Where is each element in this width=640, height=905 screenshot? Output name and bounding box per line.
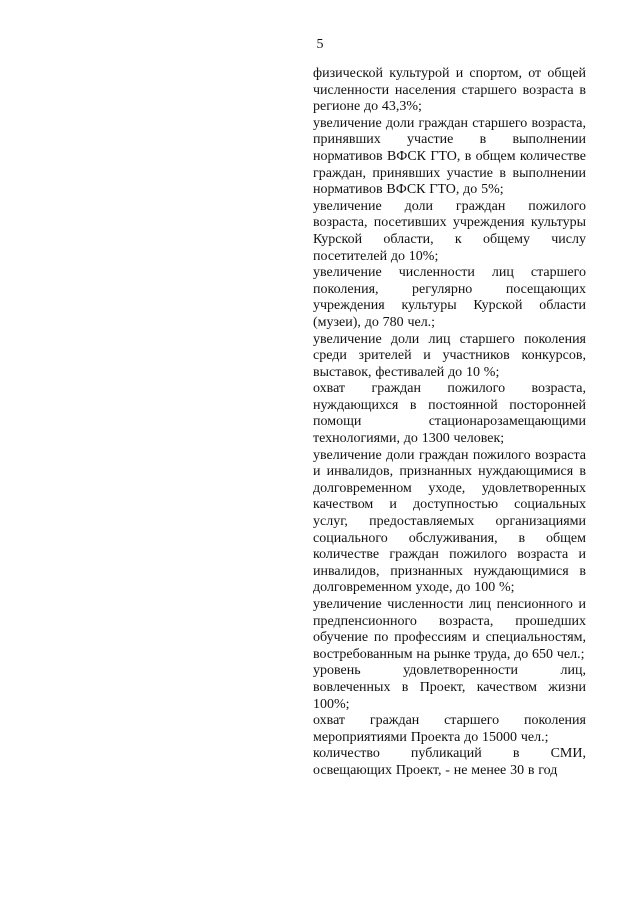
text-paragraph: охват граждан пожилого возраста, нуждающихся в постоянной посторонней помощи стационарозамещающими технологиями, до 1300 человек; [313, 381, 586, 447]
text-column [313, 66, 586, 780]
text-paragraph: увеличение доли граждан пожилого возраста и инвалидов, признанных нуждающимися в долговременном уходе, удовлетворенных качеством и доступностью социальных услуг, предоставляемых организациями социального обслуживания, в общем количестве граждан пожилого возраста и инвалидов, признанных нуждающимися в долговременном уходе, до 100 %; [313, 447, 586, 596]
text-paragraph: увеличение численности лиц пенсионного и предпенсионного возраста, прошедших обучение по профессиям и специальностям, востребованным на рынке труда, до 650 чел.; [313, 597, 586, 662]
text-paragraph: увеличение доли граждан пожилого возраста, посетивших учреждения культуры Курской области, к общему числу посетителей до 10%; [313, 198, 586, 264]
text-paragraph: уровень удовлетворенности лиц, вовлеченных в Проект, качеством жизни 100%; [313, 663, 586, 712]
text-paragraph: увеличение доли лиц старшего поколения среди зрителей и участников конкурсов, выставок, фестивалей до 10 %; [313, 331, 586, 380]
text-paragraph: количество публикаций в СМИ, освещающих Проект, - не менее 30 в год [313, 746, 586, 778]
text-paragraph: увеличение численности лиц старшего поколения, регулярно посещающих учреждения культуры Курской области (музеи), до 780 чел.; [313, 265, 586, 330]
text-paragraph: увеличение доли граждан старшего возраста, принявших участие в выполнении нормативов ВФСК ГТО, в общем количестве граждан, принявших участие в выполнении нормативов ВФСК ГТО, до 5%; [313, 115, 586, 198]
text-paragraph: физической культурой и спортом, от общей численности населения старшего возраста в регионе до 43,3%; [313, 66, 586, 115]
text-paragraph: охват граждан старшего поколения мероприятиями Проекта до 15000 чел.; [313, 713, 586, 745]
page-number: 5 [316, 37, 324, 52]
